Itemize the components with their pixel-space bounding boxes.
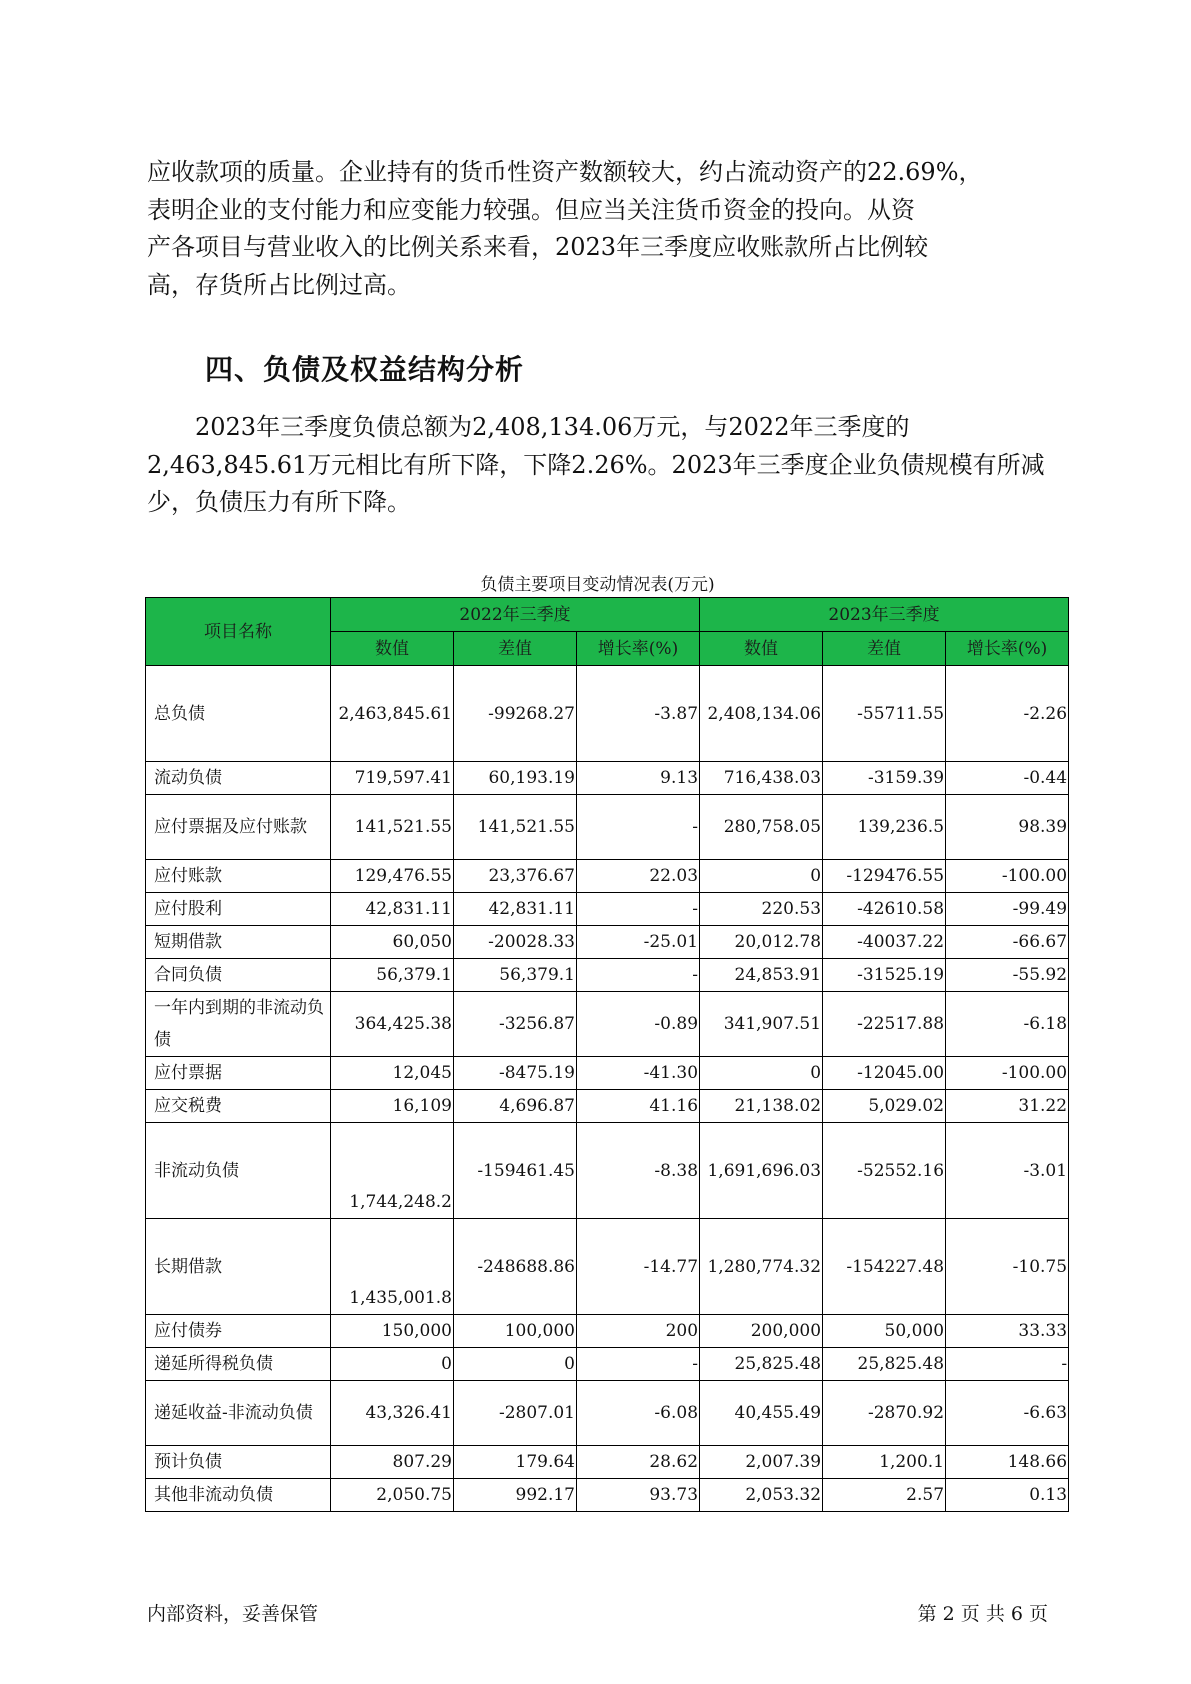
cell-diff-2022: -2807.01 [454, 1381, 577, 1446]
table-row [146, 1219, 1069, 1315]
table-row [146, 893, 1069, 926]
cell-diff-2023: 2.57 [823, 1479, 946, 1512]
table-row [146, 1315, 1069, 1348]
cell-rate-2022: 41.16 [577, 1090, 700, 1123]
liabilities-table [145, 597, 1069, 1512]
cell-rate-2022: 93.73 [577, 1479, 700, 1512]
table-row [146, 762, 1069, 795]
cell-item-name: 合同负债 [146, 959, 331, 992]
cell-value-2022: 1,435,001.8 [331, 1219, 454, 1315]
cell-rate-2023: -100.00 [946, 860, 1069, 893]
cell-item-name: 递延所得税负债 [146, 1348, 331, 1381]
cell-diff-2023: -154227.48 [823, 1219, 946, 1315]
cell-value-2023: 2,053.32 [700, 1479, 823, 1512]
cell-value-2022: 807.29 [331, 1446, 454, 1479]
cell-value-2023: 21,138.02 [700, 1090, 823, 1123]
cell-rate-2023: 148.66 [946, 1446, 1069, 1479]
table-row [146, 1090, 1069, 1123]
cell-value-2023: 20,012.78 [700, 926, 823, 959]
cell-diff-2022: 42,831.11 [454, 893, 577, 926]
cell-item-name: 应交税费 [146, 1090, 331, 1123]
cell-diff-2023: -52552.16 [823, 1123, 946, 1219]
cell-rate-2023: -10.75 [946, 1219, 1069, 1315]
header-value-2023: 数值 [700, 632, 823, 666]
cell-item-name: 应付账款 [146, 860, 331, 893]
cell-value-2023: 220.53 [700, 893, 823, 926]
cell-rate-2023: -66.67 [946, 926, 1069, 959]
cell-rate-2023: -2.26 [946, 666, 1069, 762]
cell-diff-2023: 139,236.5 [823, 795, 946, 860]
footer-page-number: 第 2 页 共 6 页 [917, 1603, 1048, 1625]
cell-diff-2022: 0 [454, 1348, 577, 1381]
cell-item-name: 总负债 [146, 666, 331, 762]
cell-rate-2022: - [577, 1348, 700, 1381]
text-line: 产各项目与营业收入的比例关系来看，2023年三季度应收账款所占比例较 [147, 233, 929, 261]
cell-value-2023: 200,000 [700, 1315, 823, 1348]
header-rate-2023: 增长率(%) [946, 632, 1069, 666]
cell-value-2022: 43,326.41 [331, 1381, 454, 1446]
cell-diff-2023: -3159.39 [823, 762, 946, 795]
header-period-2022: 2022年三季度 [331, 598, 700, 632]
paragraph-continuation [147, 154, 1062, 304]
table-row [146, 992, 1069, 1057]
cell-diff-2022: -99268.27 [454, 666, 577, 762]
cell-diff-2022: -159461.45 [454, 1123, 577, 1219]
cell-diff-2022: -20028.33 [454, 926, 577, 959]
cell-rate-2023: -99.49 [946, 893, 1069, 926]
cell-diff-2022: 992.17 [454, 1479, 577, 1512]
cell-rate-2022: 22.03 [577, 860, 700, 893]
cell-diff-2022: -8475.19 [454, 1057, 577, 1090]
text-line: 高，存货所占比例过高。 [147, 270, 411, 299]
cell-rate-2022: -14.77 [577, 1219, 700, 1315]
cell-rate-2023: -3.01 [946, 1123, 1069, 1219]
cell-value-2023: 716,438.03 [700, 762, 823, 795]
cell-rate-2022: -41.30 [577, 1057, 700, 1090]
cell-value-2022: 60,050 [331, 926, 454, 959]
cell-value-2022: 56,379.1 [331, 959, 454, 992]
table-row [146, 926, 1069, 959]
cell-rate-2023: 98.39 [946, 795, 1069, 860]
cell-item-name: 一年内到期的非流动负债 [146, 992, 331, 1057]
cell-value-2022: 16,109 [331, 1090, 454, 1123]
cell-diff-2022: 179.64 [454, 1446, 577, 1479]
cell-rate-2022: -3.87 [577, 666, 700, 762]
cell-diff-2023: 25,825.48 [823, 1348, 946, 1381]
cell-item-name: 短期借款 [146, 926, 331, 959]
table-row [146, 1479, 1069, 1512]
cell-rate-2023: -100.00 [946, 1057, 1069, 1090]
cell-rate-2023: -6.63 [946, 1381, 1069, 1446]
cell-value-2022: 1,744,248.2 [331, 1123, 454, 1219]
cell-rate-2022: 9.13 [577, 762, 700, 795]
cell-diff-2023: -40037.22 [823, 926, 946, 959]
cell-diff-2023: -129476.55 [823, 860, 946, 893]
cell-diff-2023: -31525.19 [823, 959, 946, 992]
table-row [146, 795, 1069, 860]
header-diff-2022: 差值 [454, 632, 577, 666]
cell-diff-2022: 60,193.19 [454, 762, 577, 795]
cell-diff-2022: 141,521.55 [454, 795, 577, 860]
header-value-2022: 数值 [331, 632, 454, 666]
cell-rate-2022: - [577, 795, 700, 860]
cell-value-2023: 1,691,696.03 [700, 1123, 823, 1219]
cell-item-name: 长期借款 [146, 1219, 331, 1315]
cell-value-2023: 2,007.39 [700, 1446, 823, 1479]
table-row [146, 1348, 1069, 1381]
cell-rate-2022: -8.38 [577, 1123, 700, 1219]
liabilities-table-body [146, 666, 1069, 1512]
table-row [146, 1381, 1069, 1446]
cell-rate-2022: - [577, 959, 700, 992]
cell-rate-2022: -25.01 [577, 926, 700, 959]
cell-value-2022: 141,521.55 [331, 795, 454, 860]
cell-value-2022: 364,425.38 [331, 992, 454, 1057]
cell-value-2023: 25,825.48 [700, 1348, 823, 1381]
cell-item-name: 应付股利 [146, 893, 331, 926]
cell-rate-2022: 28.62 [577, 1446, 700, 1479]
cell-item-name: 其他非流动负债 [146, 1479, 331, 1512]
cell-value-2022: 719,597.41 [331, 762, 454, 795]
cell-diff-2023: -42610.58 [823, 893, 946, 926]
cell-rate-2022: -6.08 [577, 1381, 700, 1446]
cell-rate-2023: 33.33 [946, 1315, 1069, 1348]
cell-value-2023: 280,758.05 [700, 795, 823, 860]
cell-value-2023: 24,853.91 [700, 959, 823, 992]
header-diff-2023: 差值 [823, 632, 946, 666]
cell-value-2022: 0 [331, 1348, 454, 1381]
cell-diff-2023: -12045.00 [823, 1057, 946, 1090]
cell-item-name: 应付票据及应付账款 [146, 795, 331, 860]
cell-rate-2023: -6.18 [946, 992, 1069, 1057]
cell-diff-2023: -55711.55 [823, 666, 946, 762]
cell-diff-2022: 56,379.1 [454, 959, 577, 992]
text-line: 表明企业的支付能力和应变能力较强。但应当关注货币资金的投向。从资 [147, 195, 915, 224]
cell-diff-2023: -22517.88 [823, 992, 946, 1057]
cell-value-2022: 150,000 [331, 1315, 454, 1348]
cell-rate-2023: 0.13 [946, 1479, 1069, 1512]
cell-value-2022: 12,045 [331, 1057, 454, 1090]
cell-item-name: 预计负债 [146, 1446, 331, 1479]
cell-rate-2023: -55.92 [946, 959, 1069, 992]
cell-diff-2023: 5,029.02 [823, 1090, 946, 1123]
cell-value-2023: 0 [700, 860, 823, 893]
cell-value-2022: 2,463,845.61 [331, 666, 454, 762]
cell-diff-2023: 50,000 [823, 1315, 946, 1348]
table-caption: 负债主要项目变动情况表(万元) [480, 575, 715, 595]
cell-diff-2022: 100,000 [454, 1315, 577, 1348]
cell-item-name: 应付债券 [146, 1315, 331, 1348]
cell-item-name: 流动负债 [146, 762, 331, 795]
cell-value-2022: 42,831.11 [331, 893, 454, 926]
header-rate-2022: 增长率(%) [577, 632, 700, 666]
cell-diff-2022: 4,696.87 [454, 1090, 577, 1123]
cell-value-2023: 2,408,134.06 [700, 666, 823, 762]
cell-item-name: 非流动负债 [146, 1123, 331, 1219]
cell-rate-2023: -0.44 [946, 762, 1069, 795]
cell-value-2022: 2,050.75 [331, 1479, 454, 1512]
cell-diff-2022: -3256.87 [454, 992, 577, 1057]
cell-value-2022: 129,476.55 [331, 860, 454, 893]
liabilities-summary-paragraph: 2023年三季度负债总额为2,408,134.06万元，与2022年三季度的2,463,845.61万元相比有所下降，下降2.26%。2023年三季度企业负债规模有所减少，负债压力有所下降。 [147, 413, 1045, 516]
header-period-2023: 2023年三季度 [700, 598, 1069, 632]
section-heading: 四、负债及权益结构分析 [205, 353, 525, 386]
cell-value-2023: 1,280,774.32 [700, 1219, 823, 1315]
footer-confidential-note: 内部资料，妥善保管 [147, 1603, 319, 1625]
cell-diff-2022: 23,376.67 [454, 860, 577, 893]
cell-rate-2023: 31.22 [946, 1090, 1069, 1123]
cell-rate-2022: -0.89 [577, 992, 700, 1057]
cell-item-name: 递延收益-非流动负债 [146, 1381, 331, 1446]
text-line: 应收款项的质量。企业持有的货币性资产数额较大，约占流动资产的22.69%， [147, 158, 983, 186]
table-row [146, 1123, 1069, 1219]
cell-rate-2022: - [577, 893, 700, 926]
cell-diff-2022: -248688.86 [454, 1219, 577, 1315]
cell-rate-2023: - [946, 1348, 1069, 1381]
cell-item-name: 应付票据 [146, 1057, 331, 1090]
table-row [146, 1057, 1069, 1090]
cell-value-2023: 40,455.49 [700, 1381, 823, 1446]
cell-rate-2022: 200 [577, 1315, 700, 1348]
cell-diff-2023: -2870.92 [823, 1381, 946, 1446]
cell-value-2023: 341,907.51 [700, 992, 823, 1057]
table-row [146, 860, 1069, 893]
cell-value-2023: 0 [700, 1057, 823, 1090]
cell-diff-2023: 1,200.1 [823, 1446, 946, 1479]
table-row [146, 1446, 1069, 1479]
header-item-name: 项目名称 [146, 598, 331, 666]
table-row [146, 959, 1069, 992]
table-row [146, 666, 1069, 762]
